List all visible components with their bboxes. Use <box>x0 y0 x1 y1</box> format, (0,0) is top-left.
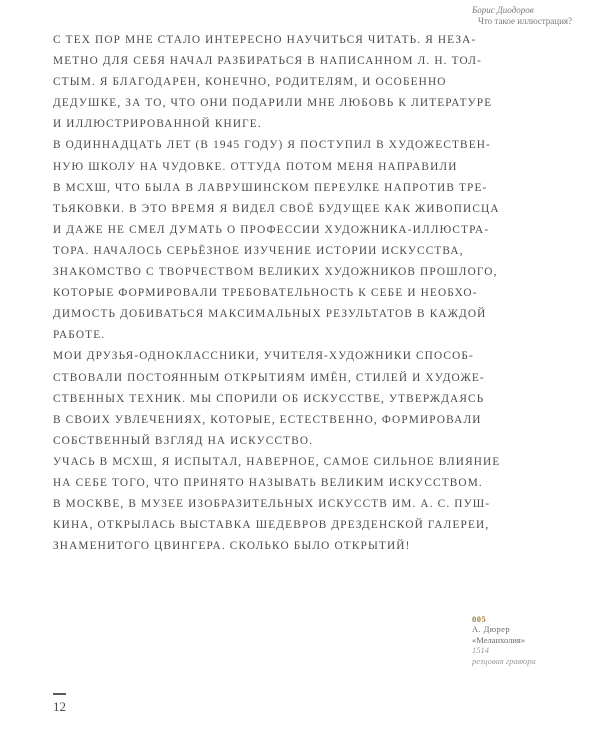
text-line: УЧАСЬ В МСХШ, Я ИСПЫТАЛ, НАВЕРНОЕ, САМОЕ СИЛЬНОЕ ВЛИЯНИЕ <box>53 455 501 468</box>
text-line: В СВОИХ УВЛЕЧЕНИЯХ, КОТОРЫЕ, ЕСТЕСТВЕННО, ФОРМИРОВАЛИ <box>53 413 482 426</box>
text-line: СОБСТВЕННЫЙ ВЗГЛЯД НА ИСКУССТВО. <box>53 434 314 447</box>
folio-rule <box>53 693 66 695</box>
text-line: В МСХШ, ЧТО БЫЛА В ЛАВРУШИНСКОМ ПЕРЕУЛКЕ НАПРОТИВ ТРЕ- <box>53 181 488 194</box>
page-number: 12 <box>53 699 66 714</box>
text-line: И ДАЖЕ НЕ СМЕЛ ДУМАТЬ О ПРОФЕССИИ ХУДОЖНИКА-ИЛЛЮСТРА- <box>53 223 490 236</box>
text-line: ДИМОСТЬ ДОБИВАТЬСЯ МАКСИМАЛЬНЫХ РЕЗУЛЬТАТОВ В КАЖДОЙ <box>53 308 487 321</box>
text-line: ЗНАКОМСТВО С ТВОРЧЕСТВОМ ВЕЛИКИХ ХУДОЖНИКОВ ПРОШЛОГО, <box>53 266 498 279</box>
running-header <box>472 5 596 27</box>
text-line: СТВЕННЫХ ТЕХНИК. МЫ СПОРИЛИ ОБ ИСКУССТВЕ, УТВЕРЖДАЯСЬ <box>53 392 485 405</box>
header-title: Что такое иллюстрация? <box>478 16 573 26</box>
text-line: КИНА, ОТКРЫЛАСЬ ВЫСТАВКА ШЕДЕВРОВ ДРЕЗДЕНСКОЙ ГАЛЕРЕИ, <box>53 519 490 532</box>
text-line: В МОСКВЕ, В МУЗЕЕ ИЗОБРАЗИТЕЛЬНЫХ ИСКУССТВ ИМ. А. С. ПУШ- <box>53 498 491 511</box>
text-line: ТОРА. НАЧАЛОСЬ СЕРЬЁЗНОЕ ИЗУЧЕНИЕ ИСТОРИИ ИСКУССТВА, <box>53 244 464 257</box>
caption-technique: резцовая гравюра <box>472 655 536 666</box>
text-line: КОТОРЫЕ ФОРМИРОВАЛИ ТРЕБОВАТЕЛЬНОСТЬ К СЕБЕ И НЕОБХО- <box>53 287 478 300</box>
text-line: ТЬЯКОВКИ. В ЭТО ВРЕМЯ Я ВИДЕЛ СВОЁ БУДУЩЕЕ КАК ЖИВОПИСЦА <box>53 202 500 215</box>
caption-number: 005 <box>472 614 487 624</box>
text-line: НА СЕБЕ ТОГО, ЧТО ПРИНЯТО НАЗЫВАТЬ ВЕЛИКИМ ИСКУССТВОМ. <box>53 476 483 489</box>
text-line: ДЕДУШКЕ, ЗА ТО, ЧТО ОНИ ПОДАРИЛИ МНЕ ЛЮБОВЬ К ЛИТЕРАТУРЕ <box>53 97 493 110</box>
text-line: ЗНАМЕНИТОГО ЦВИНГЕРА. СКОЛЬКО БЫЛО ОТКРЫТИЙ! <box>53 540 411 553</box>
text-line: В ОДИННАДЦАТЬ ЛЕТ (В 1945 ГОДУ) Я ПОСТУПИЛ В ХУДОЖЕСТВЕН- <box>53 139 492 152</box>
text-line: СТЫМ. Я БЛАГОДАРЕН, КОНЕЧНО, РОДИТЕЛЯМ, И ОСОБЕННО <box>53 76 447 89</box>
illustration-caption <box>472 614 572 666</box>
header-author: Борис Диодоров <box>472 5 534 15</box>
text-line: СТВОВАЛИ ПОСТОЯННЫМ ОТКРЫТИЯМ ИМЁН, СТИЛЕЙ И ХУДОЖЕ- <box>53 371 485 384</box>
caption-work-title: «Меланхолия» <box>472 634 526 645</box>
text-line: НУЮ ШКОЛУ НА ЧУДОВКЕ. ОТТУДА ПОТОМ МЕНЯ НАПРАВИЛИ <box>53 160 458 173</box>
caption-year: 1514 <box>472 645 489 656</box>
caption-author: А. Дюрер <box>472 624 511 635</box>
text-line: МЕТНО ДЛЯ СЕБЯ НАЧАЛ РАЗБИРАТЬСЯ В НАПИСАННОМ Л. Н. ТОЛ- <box>53 55 482 68</box>
body-text <box>53 30 501 557</box>
text-line: И ИЛЛЮСТРИРОВАННОЙ КНИГЕ. <box>53 118 262 131</box>
text-line: МОИ ДРУЗЬЯ-ОДНОКЛАССНИКИ, УЧИТЕЛЯ-ХУДОЖНИКИ СПОСОБ- <box>53 350 474 363</box>
text-line: РАБОТЕ. <box>53 329 106 342</box>
text-line: С ТЕХ ПОР МНЕ СТАЛО ИНТЕРЕСНО НАУЧИТЬСЯ ЧИТАТЬ. Я НЕЗА- <box>53 34 477 46</box>
